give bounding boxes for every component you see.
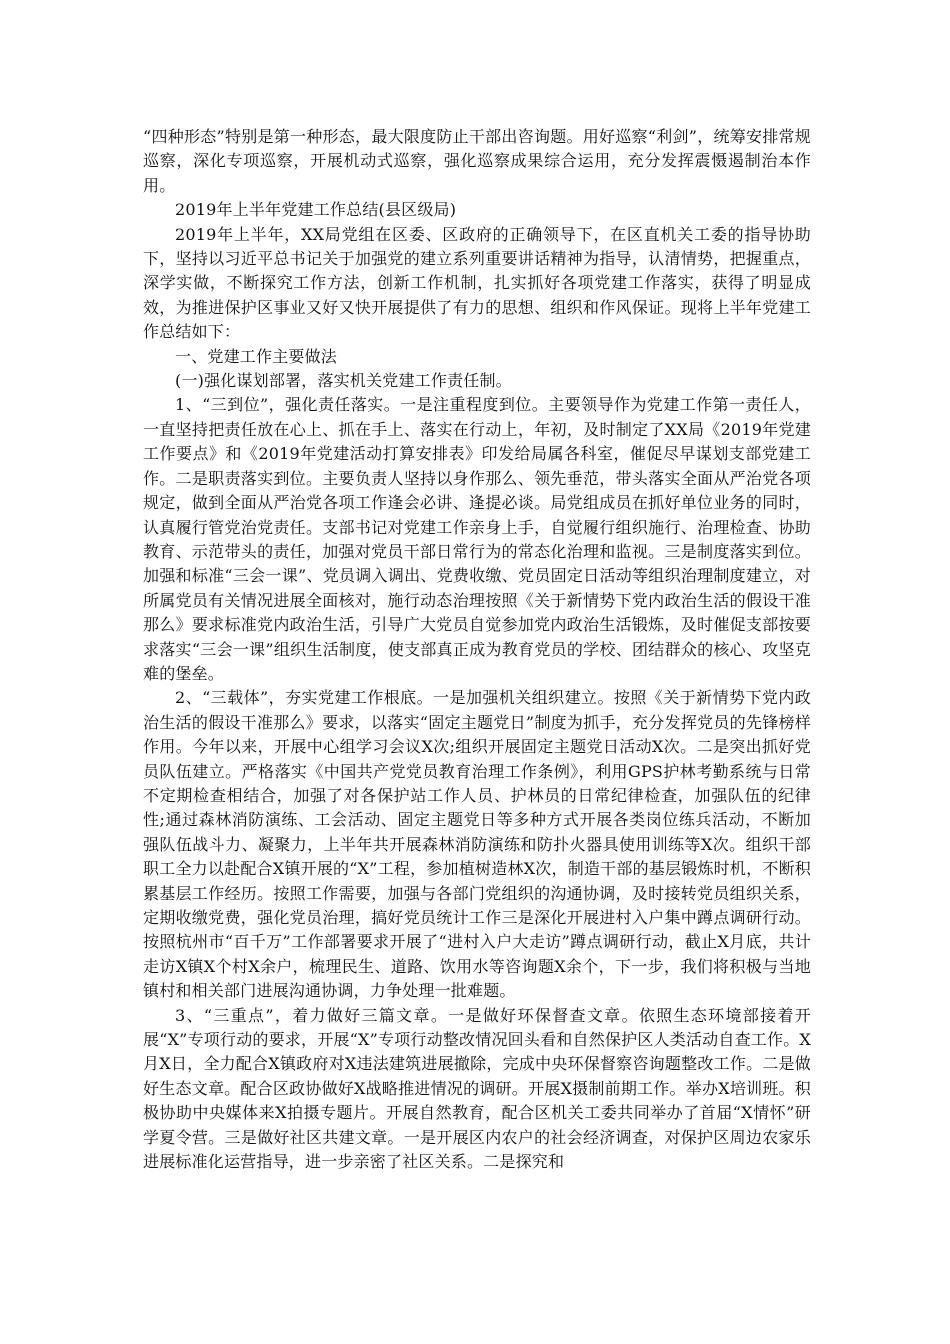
document-page: [143, 125, 811, 1174]
heading-level-2: (一)强化谋划部署，落实机关党建工作责任制。: [175, 371, 512, 391]
paragraph-continuation: “四种形态”特别是第一种形态，最大限度防止干部出咨询题。用好巡察“利剑”，统筹安排常规巡察，深化专项巡察，开展机动式巡察，强化巡察成果综合运用，充分发挥震慑遏制治本作用。: [143, 127, 811, 195]
section-title: 2019年上半年党建工作总结(县区级局): [175, 200, 457, 220]
paragraph-item-3: 3、“三重点”，着力做好三篇文章。一是做好环保督查文章。依照生态环境部接着开展“X”专项行动的要求，开展“X”专项行动整改情况回头看和自然保护区人类活动自查工作。X月X日，全力配合X镇政府对X违法建筑进展撤除，完成中央环保督察咨询题整改工作。二是做好生态文章。配合区政协做好X战略推进情况的调研。开展X摄制前期工作。举办X培训班。积极协助中央媒体来X拍摄专题片。开展自然教育，配合区机关工委共同举办了首届“X情怀”研学夏令营。三是做好社区共建文章。一是开展区内农户的社会经济调查，对保护区周边农家乐进展标准化运营指导，进一步亲密了社区关系。二是探究和: [143, 1005, 811, 1172]
heading-level-1: 一、党建工作主要做法: [175, 346, 338, 366]
intro-paragraph: 2019年上半年，XX局党组在区委、区政府的正确领导下，在区直机关工委的指导协助下，坚持以习近平总书记关于加强党的建立系列重要讲话精神为指导，认清情势，把握重点，深学实做，不断探究工作方法，创新工作机制，扎实抓好各项党建工作落实，获得了明显成效，为推进保护区事业又好又快开展提供了有力的思想、组织和作风保证。现将上半年党建工作总结如下：: [143, 224, 811, 342]
paragraph-item-1: 1、“三到位”，强化责任落实。一是注重程度到位。主要领导作为党建工作第一责任人，一直坚持把责任放在心上、抓在手上、落实在行动上，年初，及时制定了XX局《2019年党建工作要点》和《2019年党建活动打算安排表》印发给局属各科室，催促尽早谋划支部党建工作。二是职责落实到位。主要负责人坚持以身作那么、领先垂范，带头落实全面从严治党各项规定，做到全面从严治党各项工作逢会必讲、逢提必谈。局党组成员在抓好单位业务的同时，认真履行管党治党责任。支部书记对党建工作亲身上手，自觉履行组织施行、治理检查、协助教育、示范带头的责任，加强对党员干部日常行为的常态化治理和监视。三是制度落实到位。加强和标准“三会一课”、党员调入调出、党费收缴、党员固定日活动等组织治理制度建立，对所属党员有关情况进展全面核对，施行动态治理按照《关于新情势下党内政治生活的假设干准那么》要求标准党内政治生活，引导广大党员自觉参加党内政治生活锻炼，及时催促支部按要求落实“三会一课”组织生活制度，使支部真正成为教育党员的学校、团结群众的核心、攻坚克难的堡垒。: [143, 395, 811, 683]
paragraph-item-2: 2、“三载体”，夯实党建工作根底。一是加强机关组织建立。按照《关于新情势下党内政治生活的假设干准那么》要求，以落实“固定主题党日”制度为抓手，充分发挥党员的先锋榜样作用。今年以来，开展中心组学习会议X次;组织开展固定主题党日活动X次。二是突出抓好党员队伍建立。严格落实《中国共产党党员教育治理工作条例》，利用GPS护林考勤系统与日常不定期检查相结合，加强了对各保护站工作人员、护林员的日常纪律检查，加强队伍的纪律性;通过森林消防演练、工会活动、固定主题党日等多种方式开展各类岗位练兵活动，不断加强队伍战斗力、凝聚力，上半年共开展森林消防演练和防扑火器具使用训练等X次。组织干部职工全力以赴配合X镇开展的“X”工程，参加植树造林X次，制造干部的基层锻炼时机，不断积累基层工作经历。按照工作需要，加强与各部门党组织的沟通协调，及时接转党员组织关系，定期收缴党费，强化党员治理，搞好党员统计工作三是深化开展进村入户集中蹲点调研行动。按照杭州市“百千万”工作部署要求开展了“进村入户大走访”蹲点调研行动，截止X月底，共计走访X镇X个村X余户，梳理民生、道路、饮用水等咨询题X余个，下一步，我们将积极与当地镇村和相关部门进展沟通协调，力争处理一批难题。: [143, 688, 811, 1001]
